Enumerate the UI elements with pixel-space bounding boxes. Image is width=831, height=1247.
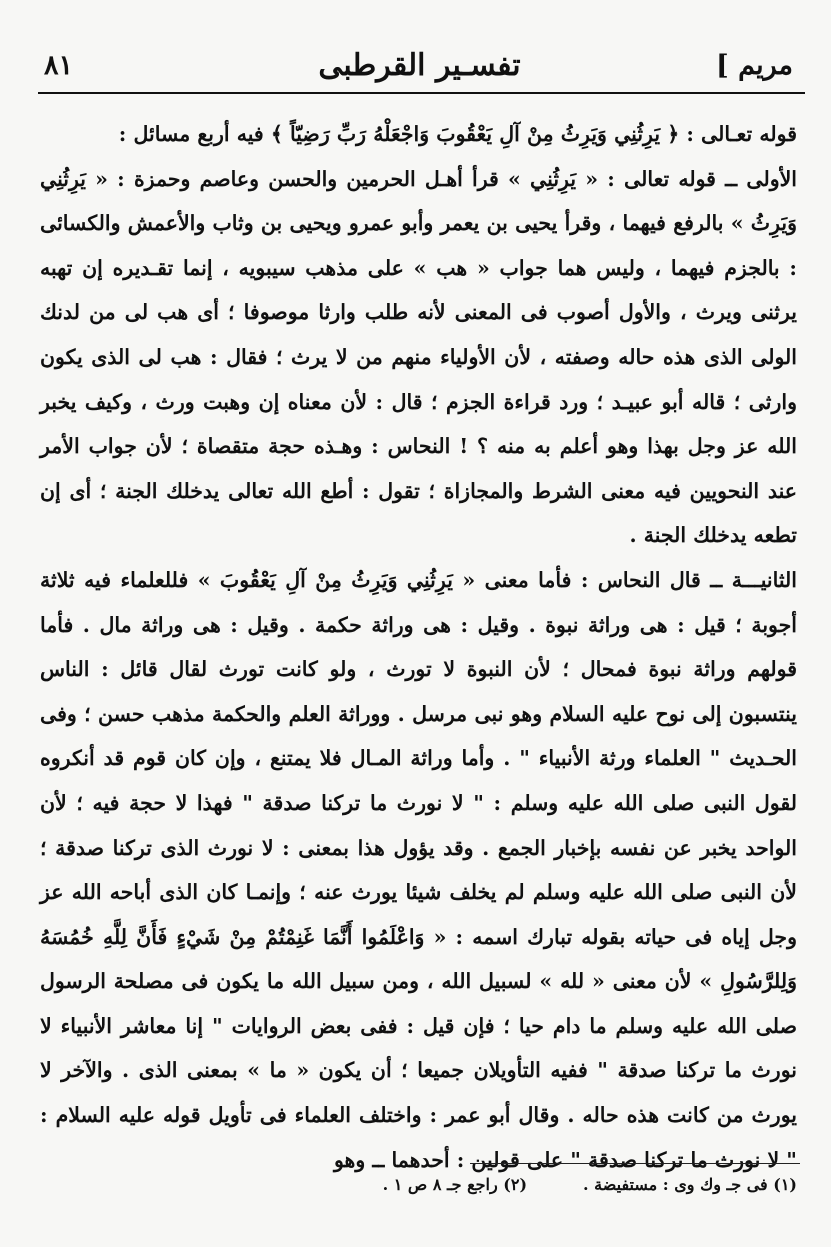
page-header	[38, 44, 801, 92]
footnote-2: (٢) راجع جـ ٨ ص ١ .	[382, 1175, 528, 1194]
surah-name: مريم ]	[715, 50, 793, 81]
book-title: تفسـير القرطبى	[318, 48, 521, 83]
paragraph-first-issue: الأولى ــ قوله تعالى : « يَرِثُنِي » قرأ أهـل الحرمين والحسن وعاصم وحمزة : « يَرِثُنِي وَيَرِثُ » بالرفع فيهما ، وقرأ يحيى بن يعمر وأبو عمرو ويحيى بن وثاب والأعمش والكسائى : بالجزم فيهما ، وليس هما جواب « هب » على مذهب سيبويه ، إنما تقـديره إن تهبه يرثنى ويرث ، والأول أصوب فى المعنى لأنه طلب وارثا موصوفا ؛ أى هب لى من لدنك الولى الذى هذه حاله وصفته ، لأن الأولياء منهم من لا يرث ؛ فقال : هب لى الذى يكون وارثى ؛ قاله أبو عبيـد ؛ ورد قراءة الجزم ؛ قال : لأن معناه إن وهبت ورث ، وكيف يخبر الله عز وجل بهذا وهو أعلم به منه ؟ ! النحاس : وهـذه حجة متقصاة ؛ لأن جواب الأمر عند النحويين فيه معنى الشرط والمجازاة ؛ تقول : أطع الله تعالى يدخلك الجنة ؛ أى إن تطعه يدخلك الجنة .	[40, 166, 797, 548]
page-number: ٨١	[44, 50, 74, 81]
footnote-rule	[470, 1163, 800, 1164]
main-text	[40, 112, 797, 1182]
header-rule	[38, 92, 805, 94]
footnote-1: (١) فى جـ وك وى : مستفيضة .	[583, 1175, 797, 1194]
paragraph-second-issue: الثانيـــة ــ قال النحاس : فأما معنى « يَرِثُنِي وَيَرِثُ مِنْ آلِ يَعْقُوبَ » فللعلماء فيه ثلاثة أجوبة ؛ قيل : هى وراثة نبوة . وقيل : هى وراثة حكمة . وقيل : هى وراثة مال . فأما قولهم وراثة نبوة فمحال ؛ لأن النبوة لا تورث ، ولو كانت تورث لقال قائل : الناس ينتسبون إلى نوح عليه السلام وهو نبى مرسل . ووراثة العلم والحكمة مذهب حسن ؛ وفى الحـديث " العلماء ورثة الأنبياء " . وأما وراثة المـال فلا يمتنع ، وإن كان قوم قد أنكروه لقول النبى صلى الله عليه وسلم : " لا نورث ما تركنا صدقة " فهذا لا حجة فيه ؛ لأن الواحد يخبر عن نفسه بإخبار الجمع . وقد يؤول هذا بمعنى : لا نورث الذى تركنا صدقة ؛ لأن النبى صلى الله عليه وسلم لم يخلف شيئا يورث عنه ؛ وإنمـا كان الذى أباحه الله عز وجل إياه فى حياته بقوله تبارك اسمه : « وَاعْلَمُوا أَنَّمَا غَنِمْتُمْ مِنْ شَيْءٍ فَأَنَّ لِلَّهِ خُمُسَهُ وَلِلرَّسُولِ » لأن معنى « لله » لسبيل الله ، ومن سبيل الله ما يكون فى مصلحة الرسول صلى الله عليه وسلم ما دام حيا ؛ فإن قيل : ففى بعض الروايات " إنا معاشر الأنبياء لا نورث ما تركنا صدقة " ففيه التأويلان جميعا ؛ أن يكون « ما » بمعنى الذى . والآخر لا يورث من كانت هذه حاله . وقال أبو عمر : واختلف العلماء فى تأويل قوله عليه السلام : " لا نورث ما تركنا صدقة " على قولين : أحدهما ــ وهو	[40, 567, 797, 1172]
footnotes	[230, 1175, 797, 1194]
paragraph-intro: قوله تعـالى : ﴿ يَرِثُنِي وَيَرِثُ مِنْ آلِ يَعْقُوبَ وَاجْعَلْهُ رَبِّ رَضِيّاً ﴾ فيه أربع مسائل :	[118, 122, 797, 146]
